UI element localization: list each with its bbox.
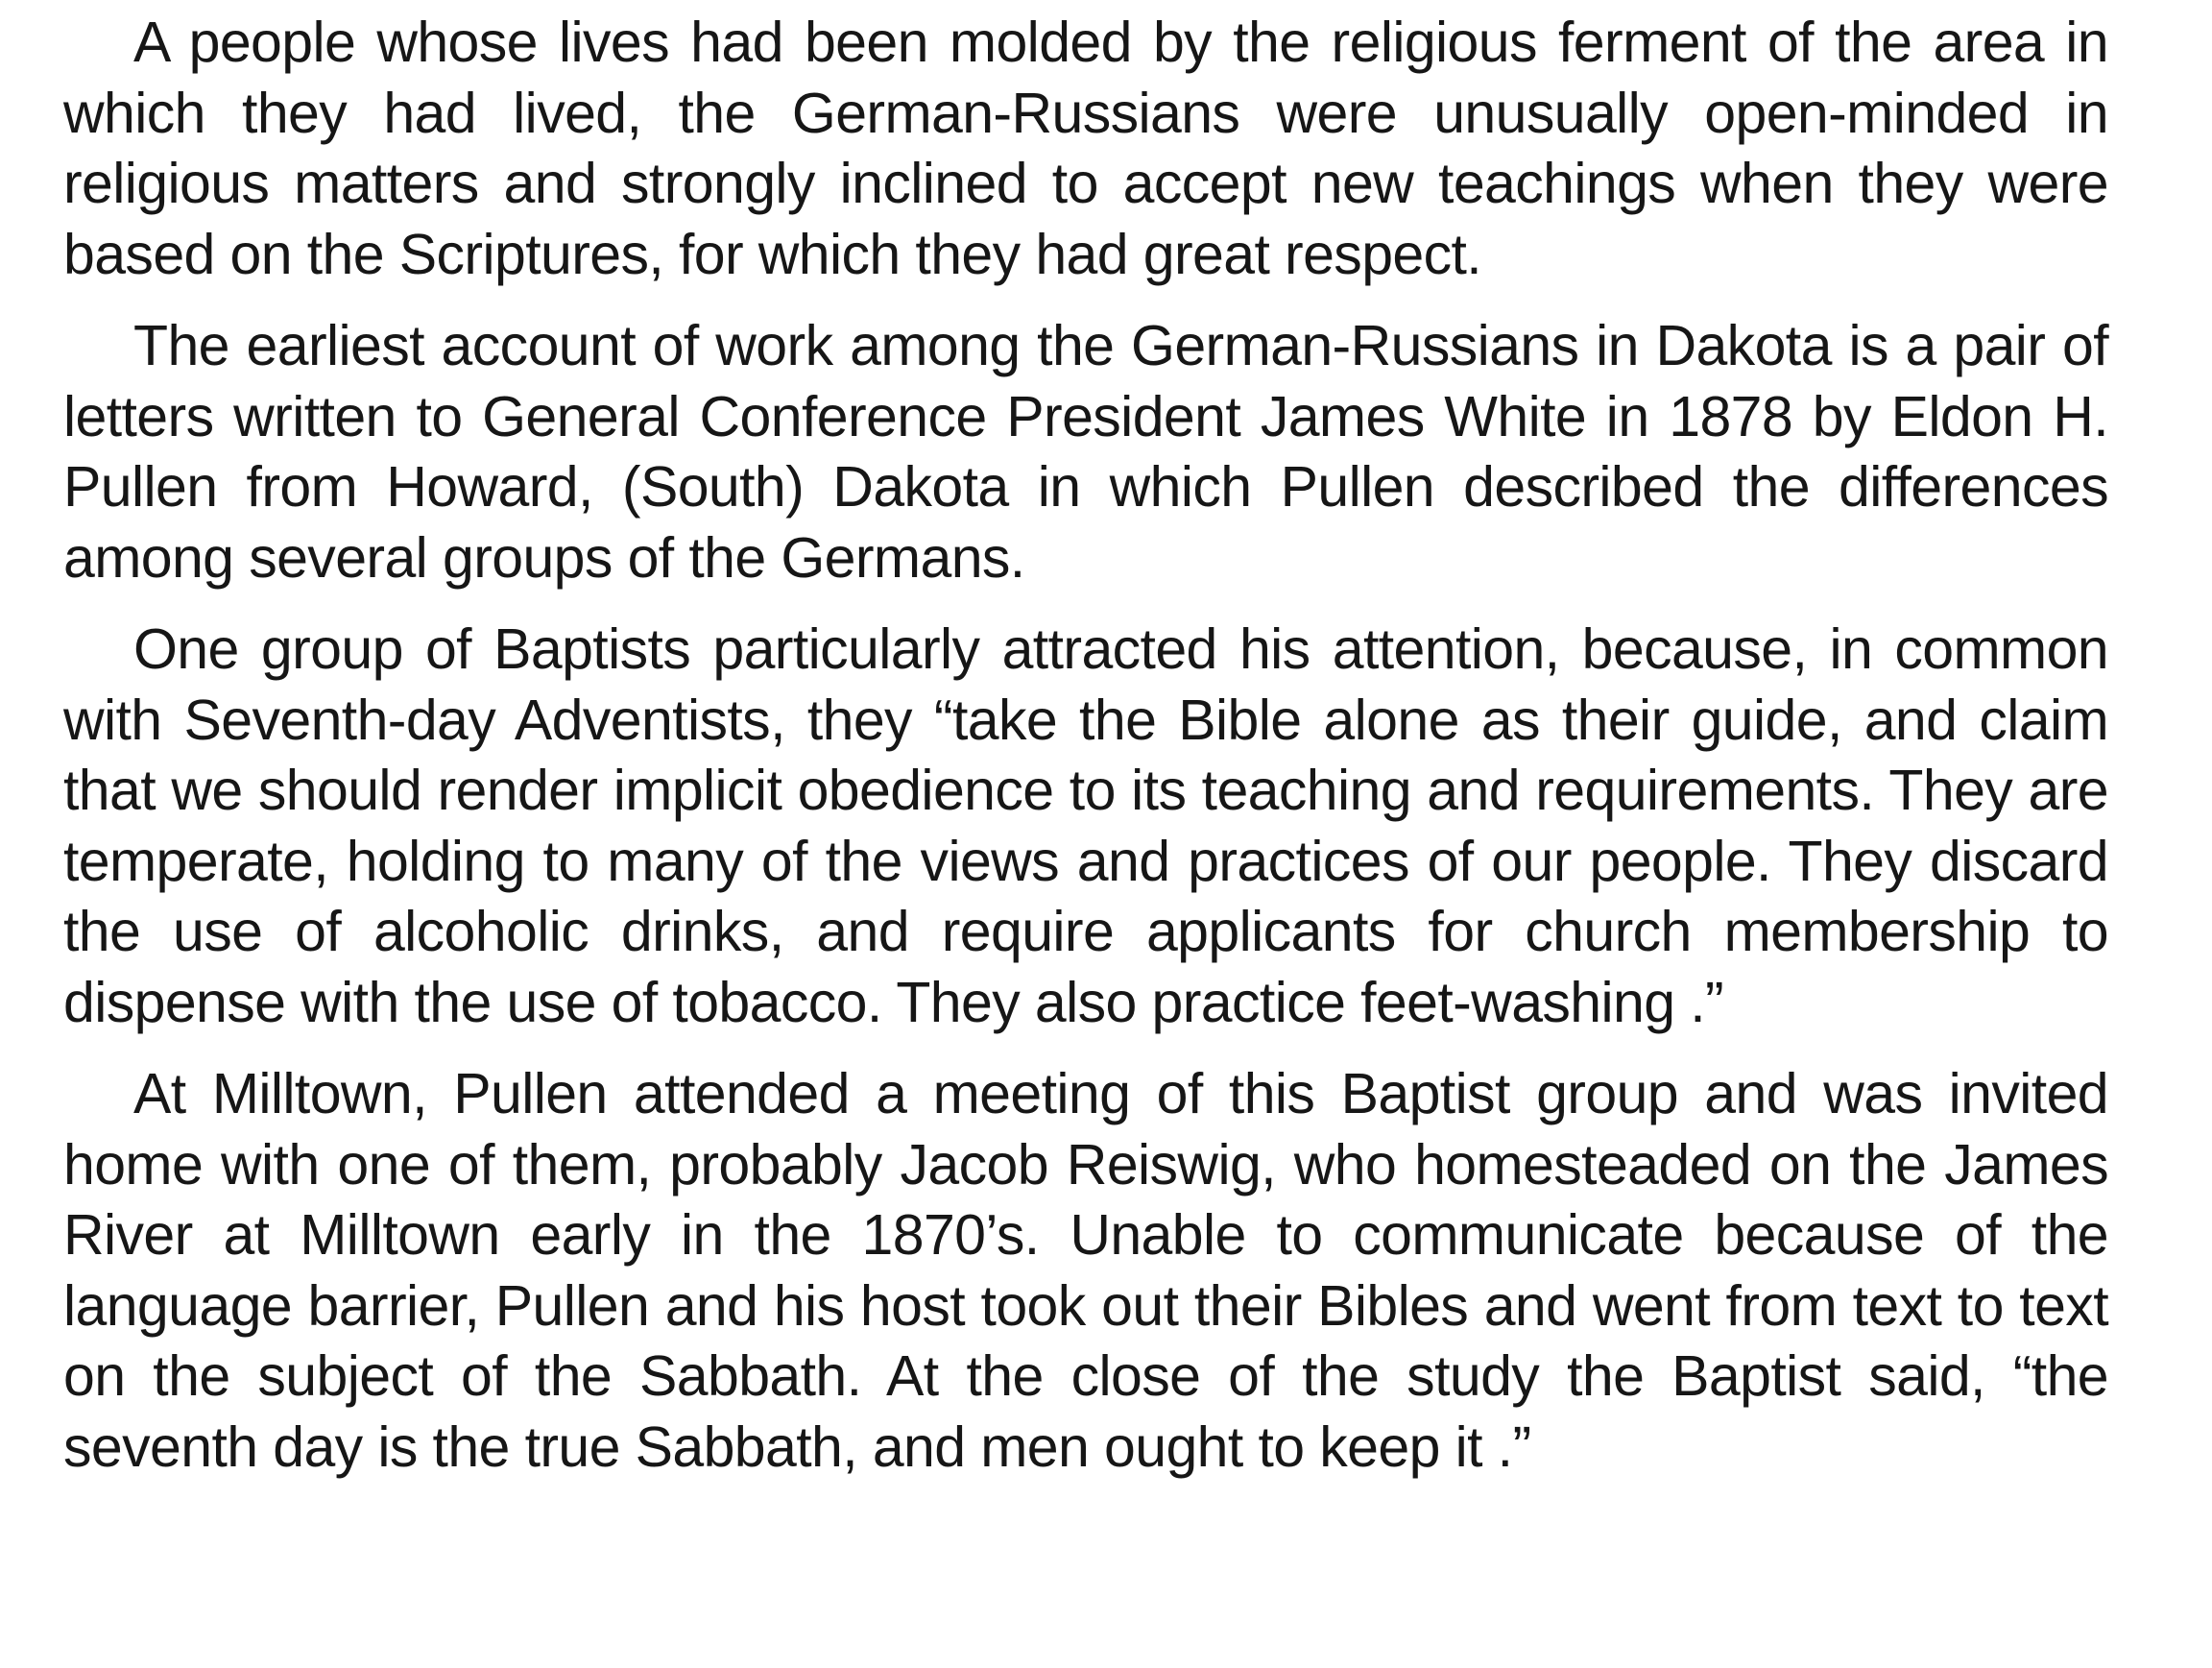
text-body bbox=[63, 8, 2108, 1483]
paragraph-1: A people whose lives had been molded by the religious ferment of the area in which they had lived, the German-Russians were unusually open-minded in religious matters and strongly inclined to accept new teachings when they were based on the Scriptures, for which they had great respect. bbox=[63, 11, 2108, 286]
paragraph-3: One group of Baptists particularly attracted his attention, because, in common with Seventh-day Adventists, they “take the Bible alone as their guide, and claim that we should render implicit obedience to its teaching and requirements. They are temperate, holding to many of the views and practices of our people. They discard the use of alcoholic drinks, and require applicants for church membership to dispense with the use of tobacco. They also practice feet-washing .” bbox=[63, 617, 2108, 1034]
paragraph-2: The earliest account of work among the German-Russians in Dakota is a pair of letters written to General Conference President James White in 1878 by Eldon H. Pullen from Howard, (South) Dakota in which Pullen described the differences among several groups of the Germans. bbox=[63, 314, 2108, 590]
paragraph-4: At Milltown, Pullen attended a meeting of this Baptist group and was invited home with one of them, probably Jacob Reiswig, who homesteaded on the James River at Milltown early in the 1870’s. Unable to communicate because of the language barrier, Pullen and his host took out their Bibles and went from text to text on the subject of the Sabbath. At the close of the study the Baptist said, “the seventh day is the true Sabbath, and men ought to keep it .” bbox=[63, 1062, 2108, 1479]
